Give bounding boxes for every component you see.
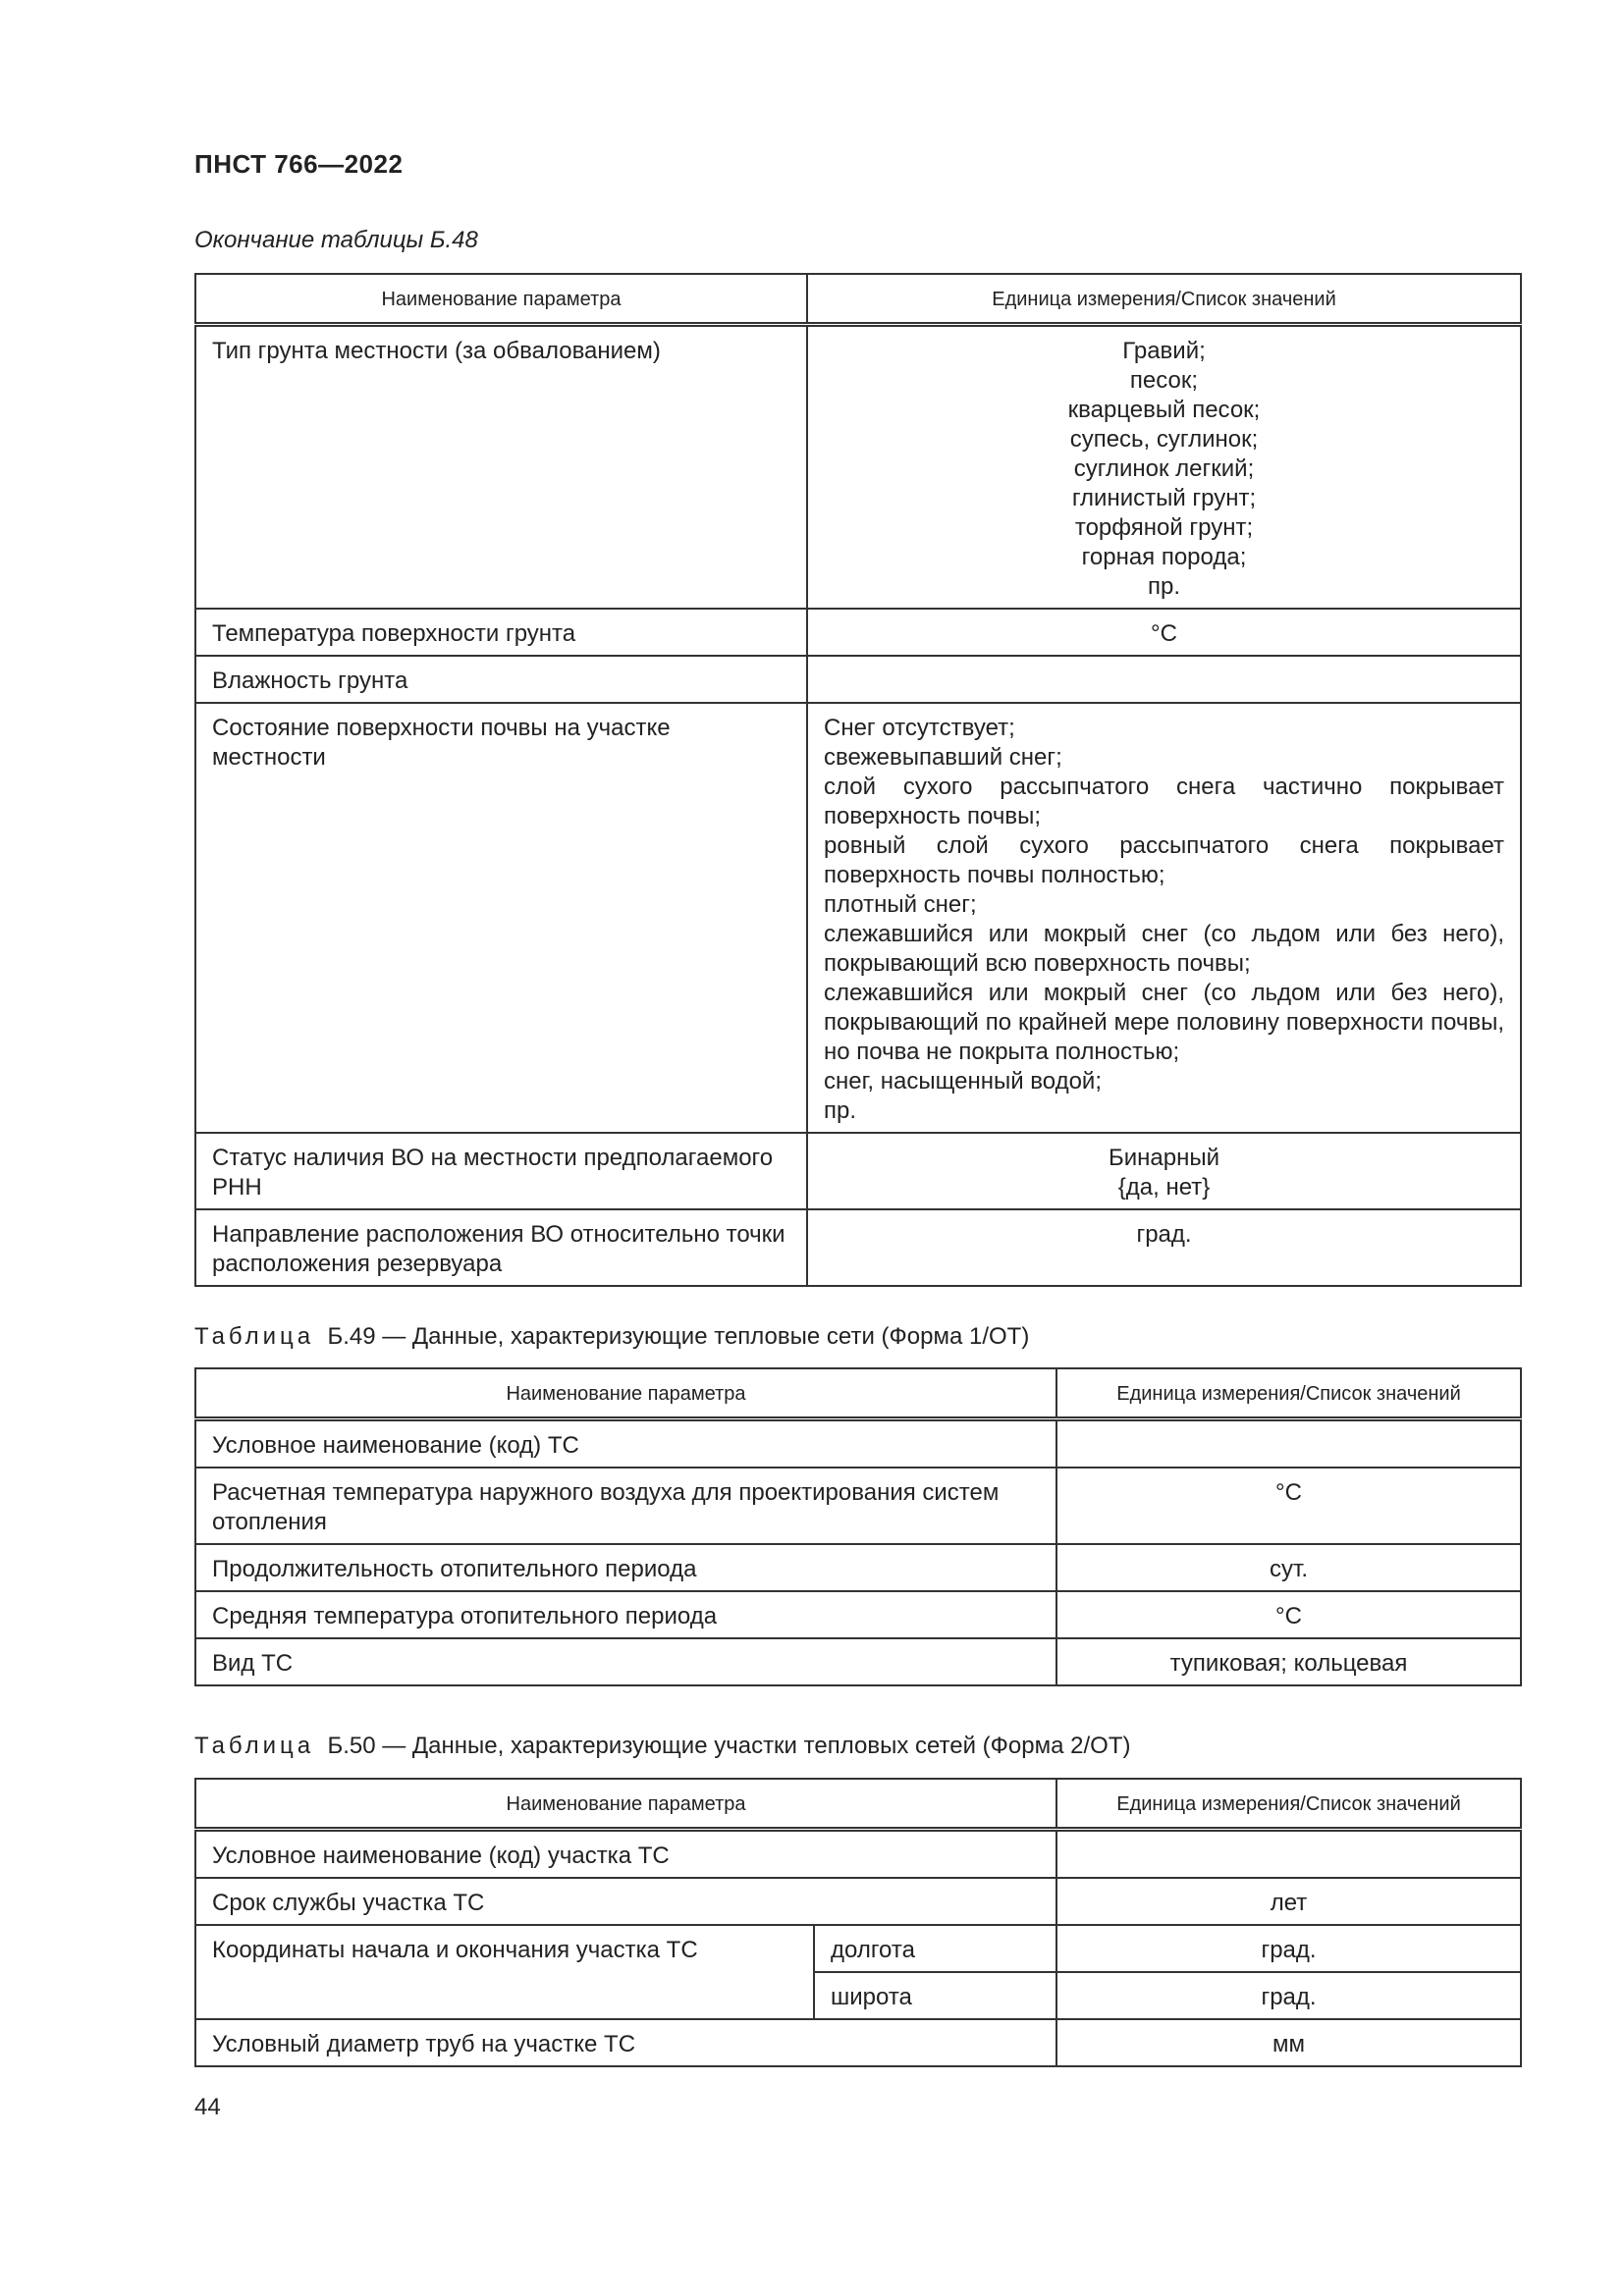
param-cell: Состояние поверхности почвы на участке местности: [195, 703, 807, 1133]
value-line: {да, нет}: [1117, 1174, 1211, 1201]
column-header-unit: Единица измерения/Список значений: [807, 274, 1521, 325]
param-cell: Направление расположения ВО относительно точки расположения резервуара: [195, 1209, 807, 1286]
value-line: кварцевый песок;: [1067, 397, 1261, 423]
param-cell: Влажность грунта: [195, 656, 807, 703]
table-header-row: [195, 1368, 1521, 1419]
table-row: [195, 609, 1521, 656]
column-header-param: Наименование параметра: [195, 1779, 1056, 1830]
value-line: песок;: [1129, 367, 1199, 394]
table-b50-title: [194, 1733, 1130, 1760]
value-line: горная порода;: [1081, 544, 1247, 570]
table-row: [195, 1878, 1521, 1925]
value-cell: [807, 325, 1521, 610]
value-line: град.: [1136, 1221, 1192, 1248]
column-header-unit: Единица измерения/Список значений: [1056, 1779, 1521, 1830]
table-row: [195, 1544, 1521, 1591]
column-header-unit: Единица измерения/Список значений: [1056, 1368, 1521, 1419]
value-cell: [807, 703, 1521, 1133]
value-cell: °С: [1056, 1468, 1521, 1544]
sub-param-cell: широта: [814, 1972, 1056, 2019]
value-cell: [807, 1209, 1521, 1286]
value-line: Снег отсутствует;: [824, 715, 1015, 741]
value-cell: лет: [1056, 1878, 1521, 1925]
sub-param-cell: долгота: [814, 1925, 1056, 1972]
table-b49: [194, 1367, 1522, 1686]
table-row: [195, 656, 1521, 703]
param-cell: Статус наличия ВО на местности предполагаемого РНН: [195, 1133, 807, 1209]
value-line: свежевыпавший снег;: [824, 744, 1062, 771]
param-cell: Срок службы участка ТС: [195, 1878, 1056, 1925]
param-cell: Расчетная температура наружного воздуха для проектирования систем отопления: [195, 1468, 1056, 1544]
table-row: [195, 1209, 1521, 1286]
value-line: слой сухого рассыпчатого снега частично покрывает поверхность почвы;: [824, 774, 1504, 829]
value-line: ровный слой сухого рассыпчатого снега покрывает поверхность почвы полностью;: [824, 832, 1504, 888]
value-line: суглинок легкий;: [1073, 455, 1255, 482]
table-row: [195, 325, 1521, 610]
table-row: [195, 1638, 1521, 1685]
page-number: 44: [194, 2094, 221, 2120]
value-cell: сут.: [1056, 1544, 1521, 1591]
value-line: Гравий;: [1122, 338, 1206, 364]
table-header-row: [195, 1779, 1521, 1830]
value-cell: [1056, 1830, 1521, 1879]
value-line: глинистый грунт;: [1071, 485, 1257, 511]
table-title-text: Б.49 — Данные, характеризующие тепловые сети (Форма 1/ОТ): [327, 1323, 1030, 1350]
param-cell: Условное наименование (код) ТС: [195, 1419, 1056, 1468]
value-cell: град.: [1056, 1972, 1521, 2019]
table-row: [195, 1830, 1521, 1879]
value-cell: [807, 656, 1521, 703]
table-row: [195, 703, 1521, 1133]
table-row: [195, 1925, 1521, 1972]
param-cell: Тип грунта местности (за обвалованием): [195, 325, 807, 610]
value-line: плотный снег;: [824, 891, 977, 918]
document-code: ПНСТ 766—2022: [194, 149, 404, 179]
value-line: °С: [1151, 620, 1177, 647]
value-line: слежавшийся или мокрый снег (со льдом или без него), покрывающий всю поверхность почвы;: [824, 921, 1504, 977]
table-row: [195, 2019, 1521, 2066]
column-header-param: Наименование параметра: [195, 1368, 1056, 1419]
table-label: Таблица: [194, 1323, 315, 1350]
value-line: Бинарный: [1108, 1145, 1219, 1171]
value-cell: мм: [1056, 2019, 1521, 2066]
value-line: пр.: [824, 1097, 857, 1124]
param-cell: Температура поверхности грунта: [195, 609, 807, 656]
param-cell: Продолжительность отопительного периода: [195, 1544, 1056, 1591]
param-cell: Средняя температура отопительного периода: [195, 1591, 1056, 1638]
table-row: [195, 1419, 1521, 1468]
table-header-row: [195, 274, 1521, 325]
table-label: Таблица: [194, 1733, 315, 1759]
param-cell: Координаты начала и окончания участка ТС: [195, 1925, 814, 2019]
table-row: [195, 1133, 1521, 1209]
param-cell: Условный диаметр труб на участке ТС: [195, 2019, 1056, 2066]
table-b50: [194, 1778, 1522, 2067]
value-cell: °С: [1056, 1591, 1521, 1638]
value-line: снег, насыщенный водой;: [824, 1068, 1102, 1095]
table-b49-title: [194, 1323, 1029, 1351]
table-row: [195, 1591, 1521, 1638]
param-cell: Вид ТС: [195, 1638, 1056, 1685]
value-line: пр.: [1147, 573, 1180, 600]
value-line: супесь, суглинок;: [1069, 426, 1259, 453]
value-cell: [807, 1133, 1521, 1209]
table-row: [195, 1468, 1521, 1544]
value-line: торфяной грунт;: [1074, 514, 1254, 541]
table-b48-continuation-caption: Окончание таблицы Б.48: [194, 227, 478, 253]
param-cell: Условное наименование (код) участка ТС: [195, 1830, 1056, 1879]
value-cell: [807, 609, 1521, 656]
table-b48: [194, 273, 1522, 1287]
column-header-param: Наименование параметра: [195, 274, 807, 325]
value-cell: град.: [1056, 1925, 1521, 1972]
table-title-text: Б.50 — Данные, характеризующие участки тепловых сетей (Форма 2/ОТ): [327, 1733, 1131, 1759]
value-line: слежавшийся или мокрый снег (со льдом или без него), покрывающий по крайней мере половину поверхности почвы, но почва не покрыта полностью;: [824, 980, 1504, 1065]
value-cell: тупиковая; кольцевая: [1056, 1638, 1521, 1685]
value-cell: [1056, 1419, 1521, 1468]
